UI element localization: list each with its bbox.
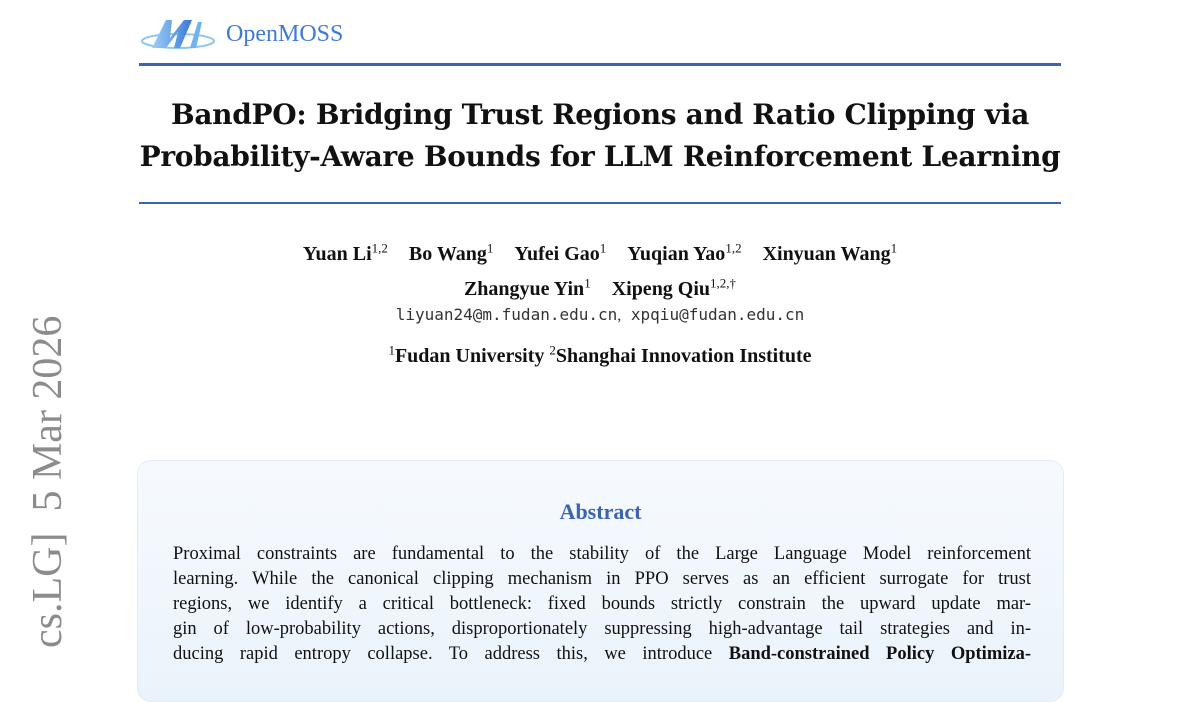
- abstract-line: learning. While the canonical clipping mechanism in PPO serves as an efficient surrogate for trust: [173, 569, 1031, 589]
- affiliations: [150, 342, 1050, 368]
- abstract-line: gin of low-probability actions, disproportionately suppressing high-advantage tail strategies and in-: [173, 619, 1031, 639]
- affiliation: $^1$Fudan University: [388, 342, 545, 367]
- author: Yuqian Yao$^{1,2}$: [627, 240, 742, 265]
- top-rule: [139, 63, 1061, 66]
- abstract-box: [137, 460, 1064, 702]
- openmoss-logo: [140, 14, 343, 54]
- arxiv-stamp: cs.LG] 5 Mar 2026: [25, 315, 71, 648]
- author: Zhangyue Yin$^1$: [463, 275, 591, 301]
- openmoss-logo-icon: [140, 14, 218, 54]
- author-list: [150, 233, 1050, 304]
- abstract-line: Proximal constraints are fundamental to the stability of the Large Language Model reinforcement: [173, 544, 1031, 564]
- title-line-1: BandPO: Bridging Trust Regions and Ratio Clipping via: [170, 98, 1030, 131]
- logo-text: OpenMOSS: [226, 20, 344, 47]
- abstract-text: [173, 542, 1031, 667]
- abstract-line: ducing rapid entropy collapse. To address this, we introduce Band-constrained Policy Optimiza-: [173, 644, 1031, 664]
- abstract-line: regions, we identify a critical bottleneck: fixed bounds strictly constrain the upward update mar-: [173, 594, 1031, 614]
- email-2[interactable]: xpqiu@fudan.edu.cn: [630, 305, 805, 324]
- title-line-2: Probability-Aware Bounds for LLM Reinforcement Learning: [139, 140, 1061, 173]
- author: Bo Wang$^1$: [408, 240, 494, 265]
- email-1[interactable]: liyuan24@m.fudan.edu.cn: [395, 305, 618, 324]
- method-name: Band-constrained Policy Optimiza-: [728, 644, 1031, 664]
- title-rule: [139, 202, 1061, 204]
- author: Xinyuan Wang$^1$: [762, 240, 898, 265]
- affiliation: $^2$Shanghai Innovation Institute: [549, 342, 812, 367]
- author: Xipeng Qiu$^{1,2,\dagger}$: [611, 275, 737, 301]
- paper-title: [100, 94, 1100, 178]
- author-emails: liyuan24@m.fudan.edu.cn, xpqiu@fudan.edu.cn: [395, 305, 805, 324]
- author: Yufei Gao$^1$: [514, 240, 607, 265]
- abstract-heading: Abstract: [559, 499, 642, 524]
- author: Yuan Li$^{1,2}$: [302, 240, 388, 265]
